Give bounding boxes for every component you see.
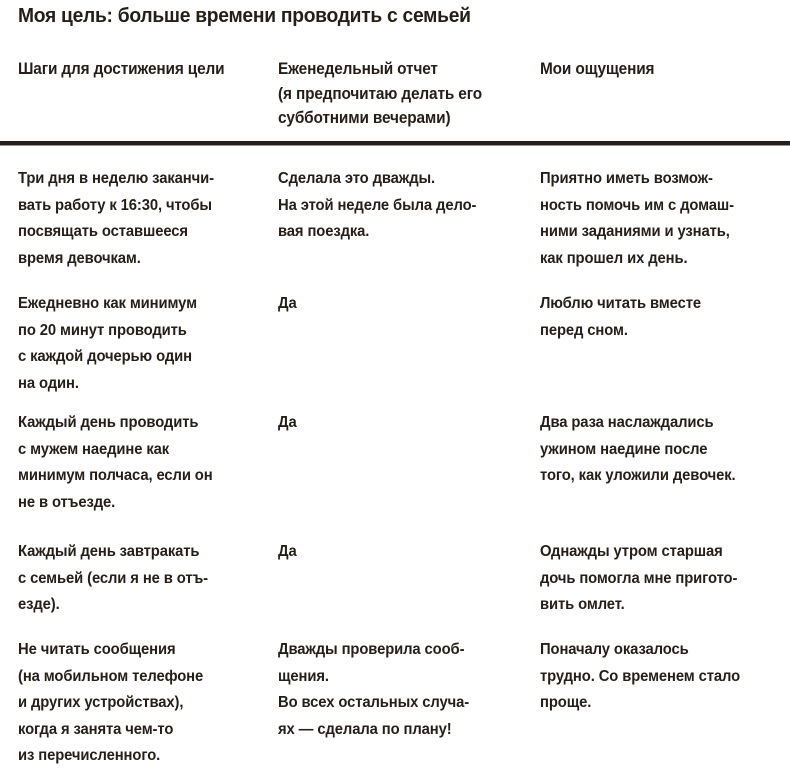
text-line: на один. xyxy=(18,374,79,392)
cell-weekly-report xyxy=(278,166,527,246)
text-line: время девочкам. xyxy=(18,249,141,267)
text-line: Еженедельный отчет xyxy=(278,60,438,78)
text-line: субботними вечерами) xyxy=(278,109,451,127)
text-line: минимум полчаса, если он xyxy=(18,467,213,485)
cell-feelings xyxy=(540,637,778,717)
cell-feelings xyxy=(540,166,778,272)
table-header-row xyxy=(0,57,790,139)
text-line: ность помочь им с домаш- xyxy=(540,196,734,214)
text-line: Два раза наслаждались xyxy=(540,414,714,431)
text-line: ужином наедине после xyxy=(540,440,708,458)
text-line: Приятно иметь возмож- xyxy=(540,170,713,187)
cell-feelings xyxy=(540,291,778,344)
cell-steps xyxy=(18,637,273,770)
text-line: с каждой дочерью один xyxy=(18,348,192,366)
text-line: Шаги для достижения цели xyxy=(18,60,225,78)
column-header-weekly-report xyxy=(278,57,527,131)
cell-feelings xyxy=(540,410,778,490)
text-line: по 20 минут проводить xyxy=(18,321,187,339)
text-line: Три дня в неделю заканчи- xyxy=(18,170,214,187)
text-line: Люблю читать вместе xyxy=(540,295,701,312)
cell-steps xyxy=(18,166,273,272)
column-header-steps xyxy=(18,57,273,82)
text-line: того, как уложили девочек. xyxy=(540,467,736,485)
text-line: дочь помогла мне пригото- xyxy=(540,569,738,587)
text-line: Ежедневно как минимум xyxy=(18,295,197,312)
text-line: Поначалу оказалось xyxy=(540,641,689,658)
text-line: езде). xyxy=(18,596,60,614)
page-title: Моя цель: больше времени проводить с семьей xyxy=(18,4,471,27)
text-line: Мои ощущения xyxy=(540,60,655,78)
cell-feelings xyxy=(540,539,778,619)
text-line: Каждый день завтракать xyxy=(18,543,200,560)
text-line: проще. xyxy=(540,694,592,712)
text-line: Дважды проверила сооб- xyxy=(278,641,465,658)
cell-weekly-report xyxy=(278,539,527,566)
cell-weekly-report xyxy=(278,291,527,318)
text-line: ними заданиями и узнать, xyxy=(540,223,730,241)
text-line: вать работу к 16:30, чтобы xyxy=(18,196,212,214)
text-line: с семьей (если я не в отъ- xyxy=(18,569,209,587)
text-line: Да xyxy=(278,295,297,312)
text-line: и других устройствах), xyxy=(18,694,184,712)
text-line: Да xyxy=(278,414,297,431)
text-line: На этой неделе была дело- xyxy=(278,196,477,214)
cell-steps xyxy=(18,410,273,516)
text-line: перед сном. xyxy=(540,321,628,339)
text-line: (я предпочитаю делать его xyxy=(278,84,483,103)
header-divider xyxy=(0,141,790,145)
text-line: Каждый день проводить xyxy=(18,414,199,431)
text-line: Не читать сообщения xyxy=(18,641,176,658)
text-line: посвящать оставшееся xyxy=(18,223,188,241)
text-line: Сделала это дважды. xyxy=(278,170,436,187)
text-line: когда я занята чем-то xyxy=(18,720,174,738)
text-line: (на мобильном телефоне xyxy=(18,667,204,685)
text-line: ях — сделала по плану! xyxy=(278,720,452,738)
text-line: вая поездка. xyxy=(278,223,370,241)
text-line: вить омлет. xyxy=(540,596,625,614)
cell-steps xyxy=(18,291,273,397)
text-line: Да xyxy=(278,543,297,560)
text-line: Во всех остальных случа- xyxy=(278,694,470,712)
text-line: Однажды утром старшая xyxy=(540,543,723,560)
cell-steps xyxy=(18,539,273,619)
text-line: с мужем наедине как xyxy=(18,440,170,458)
text-line: из перечисленного. xyxy=(18,747,161,765)
cell-weekly-report xyxy=(278,637,527,743)
text-line: трудно. Со временем стало xyxy=(540,667,741,685)
column-header-feelings xyxy=(540,57,778,82)
text-line: как прошел их день. xyxy=(540,249,688,267)
cell-weekly-report xyxy=(278,410,527,437)
text-line: не в отъезде. xyxy=(18,493,116,511)
text-line: щения. xyxy=(278,667,329,685)
